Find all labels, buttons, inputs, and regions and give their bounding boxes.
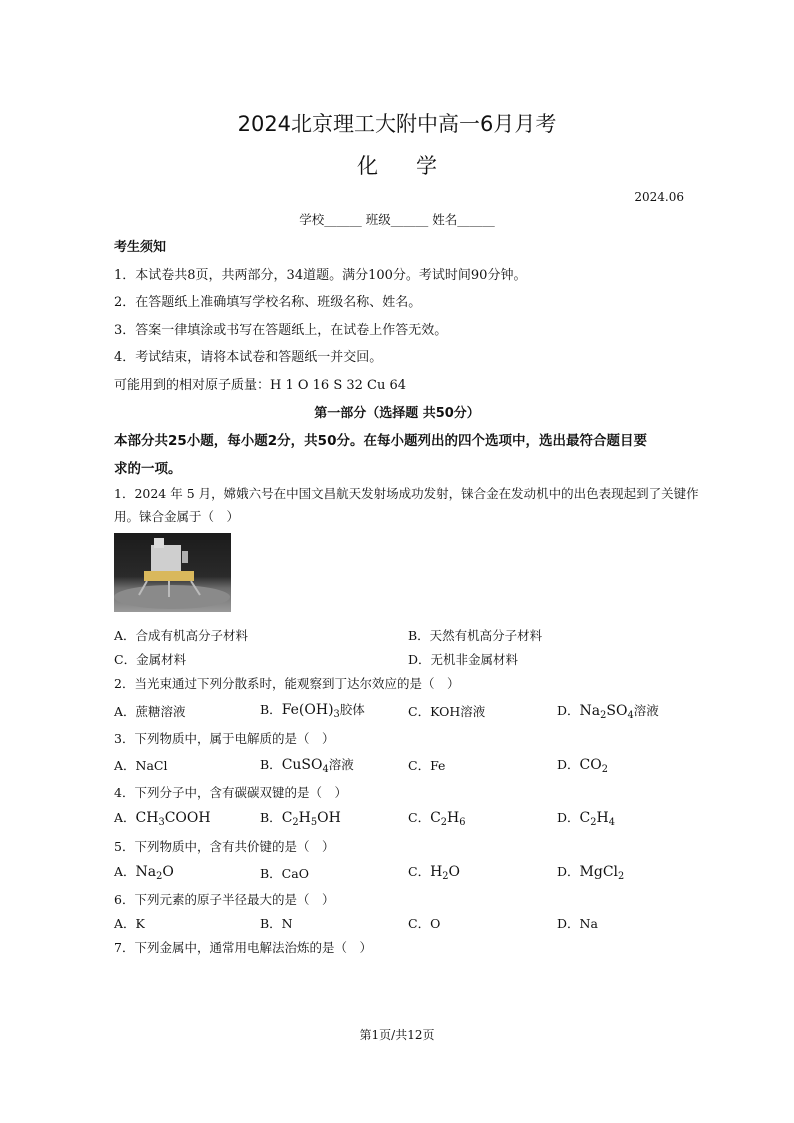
- q2-option-b: B．$Fe(OH)_3$胶体: [260, 702, 365, 720]
- q3-option-a: A．NaCl: [114, 758, 168, 773]
- q5-option-d: D．MgCl$_2$: [557, 864, 625, 882]
- q5-option-b: B．CaO: [260, 866, 309, 881]
- notice-item-4: 4．考试结束，请将本试卷和答题纸一并交回。: [114, 350, 383, 365]
- page-footer: 第1页/共12页: [359, 1028, 435, 1042]
- q4-stem: 4．下列分子中，含有碳碳双键的是（ ）: [114, 785, 347, 800]
- q5-stem: 5．下列物质中，含有共价键的是（ ）: [114, 839, 335, 854]
- atomic-mass-line: 可能用到的相对原子质量：H 1 O 16 S 32 Cu 64: [114, 378, 407, 393]
- q6-stem: 6．下列元素的原子半径最大的是（ ）: [114, 892, 335, 907]
- notice-item-2: 2．在答题纸上准确填写学校名称、班级名称、姓名。: [114, 295, 422, 310]
- q5-option-a: A．$Na_2O$: [114, 864, 174, 882]
- exam-title: 2024北京理工大附中高一6月月考: [237, 112, 557, 136]
- q6-option-c: C．O: [408, 916, 441, 931]
- student-info-fields: 学校______ 班级______ 姓名______: [299, 212, 495, 227]
- q5-option-c: C．$H_2O$: [408, 864, 461, 882]
- q1-option-b: B．天然有机高分子材料: [408, 628, 543, 643]
- q6-option-a: A．K: [114, 916, 145, 931]
- part1-instruction-line2: 求的一项。: [114, 461, 182, 477]
- lander-photo: [114, 533, 231, 612]
- subject-title: 化学: [357, 154, 475, 178]
- exam-date: 2024.06: [634, 190, 684, 204]
- q1-stem-line1: 1．2024 年 5 月，嫦娥六号在中国文昌航天发射场成功发射，铼合金在发动机中的出色表现起到了关键作: [114, 486, 699, 501]
- q6-option-d: D．Na: [557, 916, 598, 931]
- notice-item-3: 3．答案一律填涂或书写在答题纸上，在试卷上作答无效。: [114, 323, 448, 338]
- q3-option-b: B．CuSO$_4$溶液: [260, 757, 354, 775]
- notice-heading: 考生须知: [114, 240, 167, 255]
- part1-instruction-line1: 本部分共25小题，每小题2分，共50分。在每小题列出的四个选项中，选出最符合题目要: [114, 433, 647, 449]
- q4-option-c: C．$C_2H_6$: [408, 810, 466, 828]
- q2-option-d: D．$Na_2SO_4$溶液: [557, 703, 659, 721]
- q3-option-c: C．Fe: [408, 758, 446, 773]
- part1-title: 第一部分（选择题 共50分）: [314, 406, 480, 421]
- lunar-lander-image: [114, 533, 231, 612]
- q4-option-d: D．$C_2H_4$: [557, 810, 615, 828]
- q1-option-c: C．金属材料: [114, 652, 187, 667]
- q4-option-b: B．$C_2H_5OH$: [260, 810, 341, 828]
- q3-stem: 3．下列物质中，属于电解质的是（ ）: [114, 731, 335, 746]
- q4-option-a: A．$CH_3COOH$: [114, 810, 211, 828]
- q3-option-d: D．$CO_2$: [557, 757, 608, 775]
- q6-option-b: B．N: [260, 916, 293, 931]
- q1-option-a: A．合成有机高分子材料: [114, 628, 249, 643]
- q2-stem: 2．当光束通过下列分散系时，能观察到丁达尔效应的是（ ）: [114, 676, 460, 691]
- q2-option-c: C．KOH溶液: [408, 704, 486, 719]
- q2-option-a: A．蔗糖溶液: [114, 704, 186, 719]
- notice-item-1: 1．本试卷共8页，共两部分，34道题。满分100分。考试时间90分钟。: [114, 268, 527, 283]
- q7-stem: 7．下列金属中，通常用电解法治炼的是（ ）: [114, 940, 372, 955]
- q1-option-d: D．无机非金属材料: [408, 652, 519, 667]
- q1-stem-line2: 用。铼合金属于（ ）: [114, 509, 240, 524]
